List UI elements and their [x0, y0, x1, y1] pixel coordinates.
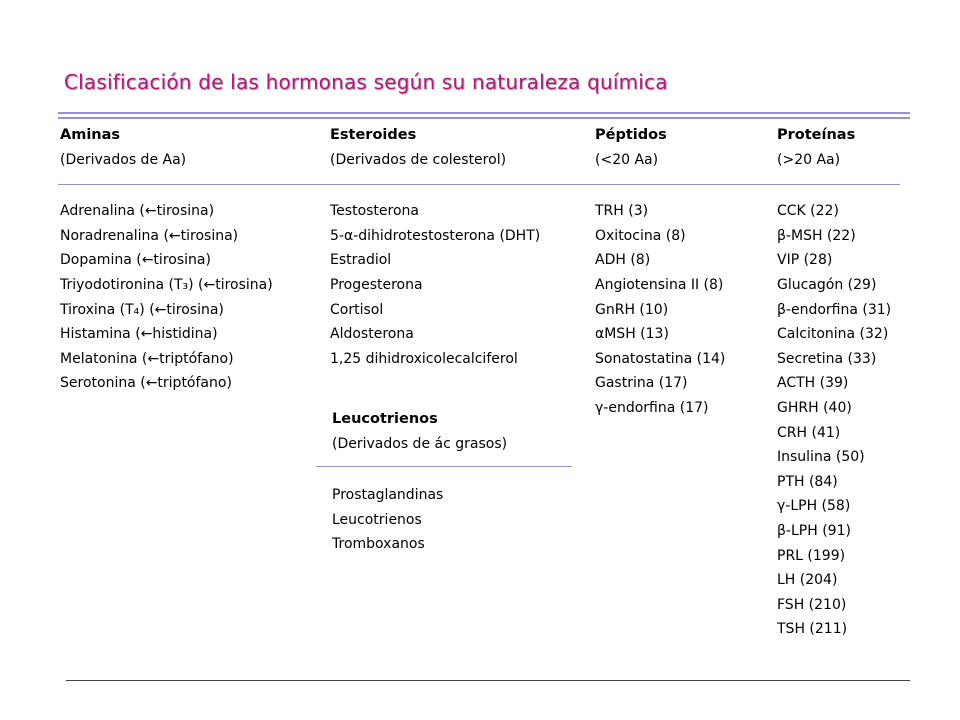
hormone-item: CRH (41) — [777, 424, 841, 441]
hormone-list — [332, 483, 507, 557]
title-rule-bottom — [58, 117, 910, 119]
hormone-item: PRL (199) — [777, 547, 846, 564]
hormone-item: Prostaglandinas — [332, 487, 444, 504]
hormone-item: β-endorfina (31) — [777, 301, 892, 318]
hormone-list — [595, 199, 725, 420]
hormone-item: Serotonina (←triptófano) — [60, 375, 232, 392]
hormone-item: Aldosterona — [330, 326, 414, 343]
hormone-item: 5-α-dihidrotestosterona (DHT) — [330, 227, 541, 244]
hormone-item: Triyodotironina (T₃) (←tirosina) — [60, 276, 273, 293]
hormone-item: Noradrenalina (←tirosina) — [60, 227, 239, 244]
column-peptidos — [595, 123, 725, 421]
hormone-item: Histamina (←histidina) — [60, 326, 218, 343]
hormone-item: Secretina (33) — [777, 350, 877, 367]
column-leucotrienos — [332, 407, 507, 557]
hormone-item: Dopamina (←tirosina) — [60, 252, 211, 269]
hormone-item: Oxitocina (8) — [595, 227, 686, 244]
footer-rule — [66, 680, 910, 681]
hormone-item: Adrenalina (←tirosina) — [60, 203, 215, 220]
hormone-list — [60, 199, 273, 396]
page-title: Clasificación de las hormonas según su naturaleza química — [64, 70, 668, 94]
hormone-list — [777, 199, 891, 642]
hormone-item: γ-LPH (58) — [777, 498, 851, 515]
hormone-item: 1,25 dihidroxicolecalciferol — [330, 350, 518, 367]
hormone-item: LH (204) — [777, 572, 838, 589]
hormone-item: Estradiol — [330, 252, 392, 269]
header-divider — [58, 184, 900, 185]
hormone-item: TSH (211) — [777, 621, 848, 638]
hormone-item: β-MSH (22) — [777, 227, 856, 244]
hormone-item: Insulina (50) — [777, 449, 865, 466]
hormone-item: Angiotensina II (8) — [595, 276, 724, 293]
column-esteroides — [330, 123, 540, 371]
hormone-item: ADH (8) — [595, 252, 651, 269]
hormone-item: Testosterona — [330, 203, 419, 220]
hormone-item: FSH (210) — [777, 596, 847, 613]
column-subheading: (>20 Aa) — [777, 151, 841, 168]
hormone-item: Calcitonina (32) — [777, 326, 889, 343]
hormone-item: Glucagón (29) — [777, 276, 877, 293]
hormone-item: Melatonina (←triptófano) — [60, 350, 234, 367]
column-subheading: (<20 Aa) — [595, 151, 659, 168]
hormone-item: Tromboxanos — [332, 536, 425, 553]
hormone-item: Tiroxina (T₄) (←tirosina) — [60, 301, 224, 318]
column-aminas — [60, 123, 273, 396]
hormone-item: ACTH (39) — [777, 375, 849, 392]
column-heading: Proteínas — [777, 127, 856, 143]
column-subheading: (Derivados de ác grasos) — [332, 435, 508, 452]
column-heading: Péptidos — [595, 127, 667, 143]
hormone-item: TRH (3) — [595, 203, 649, 220]
hormone-item: PTH (84) — [777, 473, 838, 490]
hormone-item: VIP (28) — [777, 252, 833, 269]
hormone-item: CCK (22) — [777, 203, 839, 220]
hormone-item: γ-endorfina (17) — [595, 399, 709, 416]
hormone-item: αMSH (13) — [595, 326, 669, 343]
column-heading: Esteroides — [330, 127, 417, 143]
lipid-divider — [316, 466, 572, 467]
title-rule-top — [58, 112, 910, 114]
hormone-item: Leucotrienos — [332, 511, 422, 528]
column-heading: Aminas — [60, 127, 121, 143]
hormone-item: Gastrina (17) — [595, 375, 688, 392]
hormone-item: Sonatostatina (14) — [595, 350, 726, 367]
hormone-list — [330, 199, 540, 371]
hormone-item: Progesterona — [330, 276, 423, 293]
hormone-item: β-LPH (91) — [777, 522, 851, 539]
hormone-item: Cortisol — [330, 301, 384, 318]
column-subheading: (Derivados de colesterol) — [330, 151, 507, 168]
hormone-item: GnRH (10) — [595, 301, 669, 318]
hormone-item: GHRH (40) — [777, 399, 852, 416]
column-proteinas — [777, 123, 891, 642]
column-subheading: (Derivados de Aa) — [60, 151, 187, 168]
column-heading: Leucotrienos — [332, 411, 438, 427]
